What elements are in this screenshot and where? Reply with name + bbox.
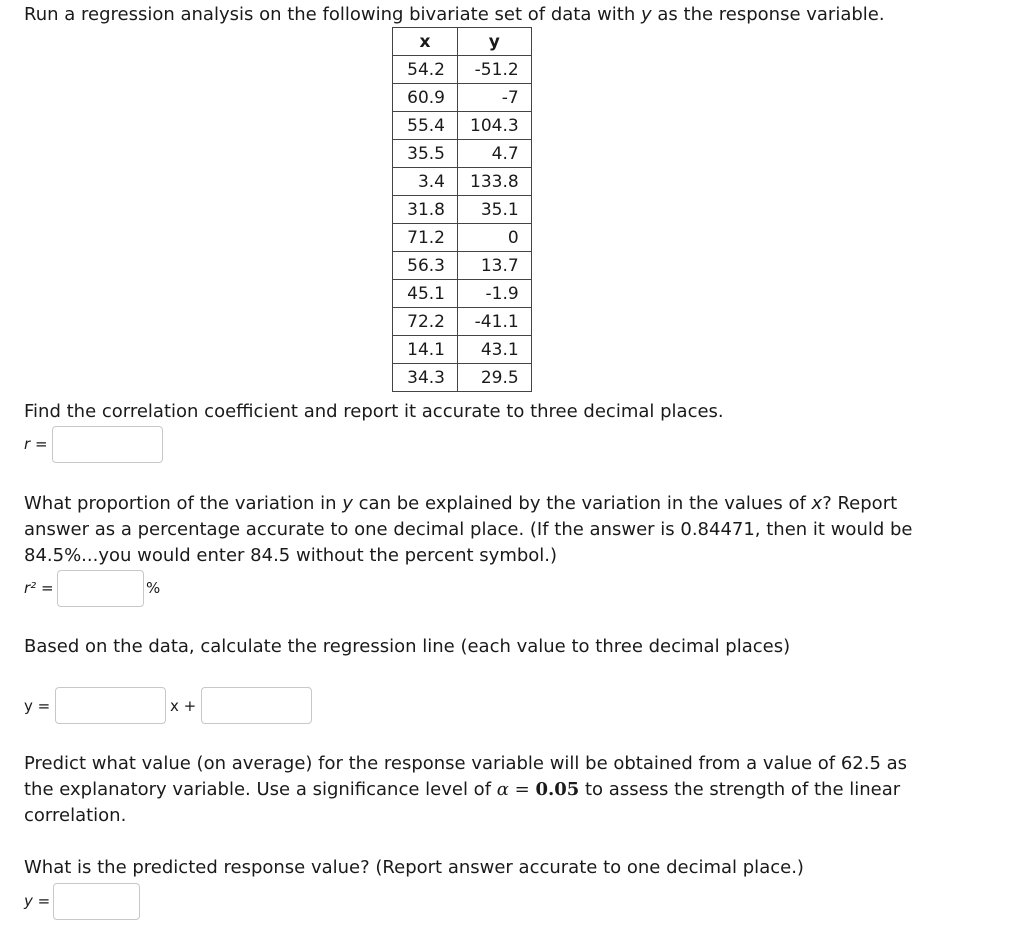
x-variable: x [811, 493, 823, 514]
question-correlation-text: Find the correlation coefficient and report it accurate to three decimal places. [24, 401, 724, 422]
table-row [393, 196, 532, 224]
cell-x: 34.3 [393, 364, 458, 392]
table-row [393, 112, 532, 140]
data-table [392, 27, 532, 392]
equals-sign: = [36, 579, 54, 597]
table-row [393, 140, 532, 168]
cell-y: -7 [458, 84, 532, 112]
cell-x: 56.3 [393, 252, 458, 280]
question-text-part: the explanatory variable. Use a significance level of [24, 779, 497, 800]
cell-y: 29.5 [458, 364, 532, 392]
equals-sign: = [508, 779, 536, 800]
table-row [393, 308, 532, 336]
alpha-symbol: α [496, 779, 509, 800]
intro-text [24, 2, 885, 28]
cell-y: 35.1 [458, 196, 532, 224]
predicted-value-input[interactable] [53, 883, 140, 920]
slope-input[interactable] [55, 687, 166, 724]
table-row [393, 280, 532, 308]
r-squared-label [24, 578, 54, 598]
table-header-row [393, 28, 532, 56]
x-plus-label: x + [170, 697, 197, 715]
cell-y: 13.7 [458, 252, 532, 280]
cell-x: 3.4 [393, 168, 458, 196]
r-input[interactable] [52, 426, 163, 463]
intercept-input[interactable] [201, 687, 312, 724]
cell-y: -41.1 [458, 308, 532, 336]
cell-y: 4.7 [458, 140, 532, 168]
question-predict-line3: correlation. [24, 805, 127, 826]
cell-y: 0 [458, 224, 532, 252]
y-variable: y [342, 493, 353, 514]
r-label [24, 434, 48, 454]
r-squared-symbol: r² [24, 579, 37, 597]
cell-y: 104.3 [458, 112, 532, 140]
equals-sign: = [32, 892, 51, 910]
question-proportion-line3: 84.5%...you would enter 84.5 without the percent symbol.) [24, 545, 558, 566]
table-row [393, 336, 532, 364]
question-text-part: What proportion of the variation in [24, 493, 343, 514]
predicted-y-label [24, 891, 50, 911]
y-symbol: y [24, 892, 33, 910]
regression-y-label: y = [24, 697, 51, 715]
cell-y: -1.9 [458, 280, 532, 308]
cell-x: 55.4 [393, 112, 458, 140]
cell-x: 45.1 [393, 280, 458, 308]
table-row [393, 84, 532, 112]
table-row [393, 56, 532, 84]
intro-text-part: as the response variable. [651, 4, 885, 25]
intro-text-part: Run a regression analysis on the following bivariate set of data with [24, 4, 641, 25]
cell-x: 54.2 [393, 56, 458, 84]
r-symbol: r [24, 435, 31, 453]
question-proportion-line1 [24, 491, 897, 517]
cell-y: 43.1 [458, 336, 532, 364]
cell-x: 71.2 [393, 224, 458, 252]
alpha-value: 0.05 [535, 779, 580, 800]
question-text-part: can be explained by the variation in the values of [352, 493, 812, 514]
cell-y: 133.8 [458, 168, 532, 196]
question-regression-line-text: Based on the data, calculate the regression line (each value to three decimal places) [24, 636, 791, 657]
intro-y-variable: y [641, 4, 652, 25]
question-text-part: ? Report [822, 493, 898, 514]
question-proportion-line2: answer as a percentage accurate to one decimal place. (If the answer is 0.84471, then it would be [24, 519, 913, 540]
equals-sign: = [30, 435, 48, 453]
question-predicted-value-text: What is the predicted response value? (Report answer accurate to one decimal place.) [24, 857, 804, 878]
cell-x: 31.8 [393, 196, 458, 224]
cell-x: 72.2 [393, 308, 458, 336]
question-predict-line1: Predict what value (on average) for the response variable will be obtained from a value of 62.5 as [24, 753, 908, 774]
percent-symbol: % [146, 579, 161, 597]
cell-x: 14.1 [393, 336, 458, 364]
column-header-x: x [393, 28, 458, 56]
table-row [393, 252, 532, 280]
table-row [393, 224, 532, 252]
table-row [393, 168, 532, 196]
table-row [393, 364, 532, 392]
question-predict-line2 [24, 777, 900, 803]
cell-x: 60.9 [393, 84, 458, 112]
question-text-part: to assess the strength of the linear [579, 779, 901, 800]
r-squared-input[interactable] [57, 570, 144, 607]
column-header-y: y [458, 28, 532, 56]
cell-y: -51.2 [458, 56, 532, 84]
cell-x: 35.5 [393, 140, 458, 168]
